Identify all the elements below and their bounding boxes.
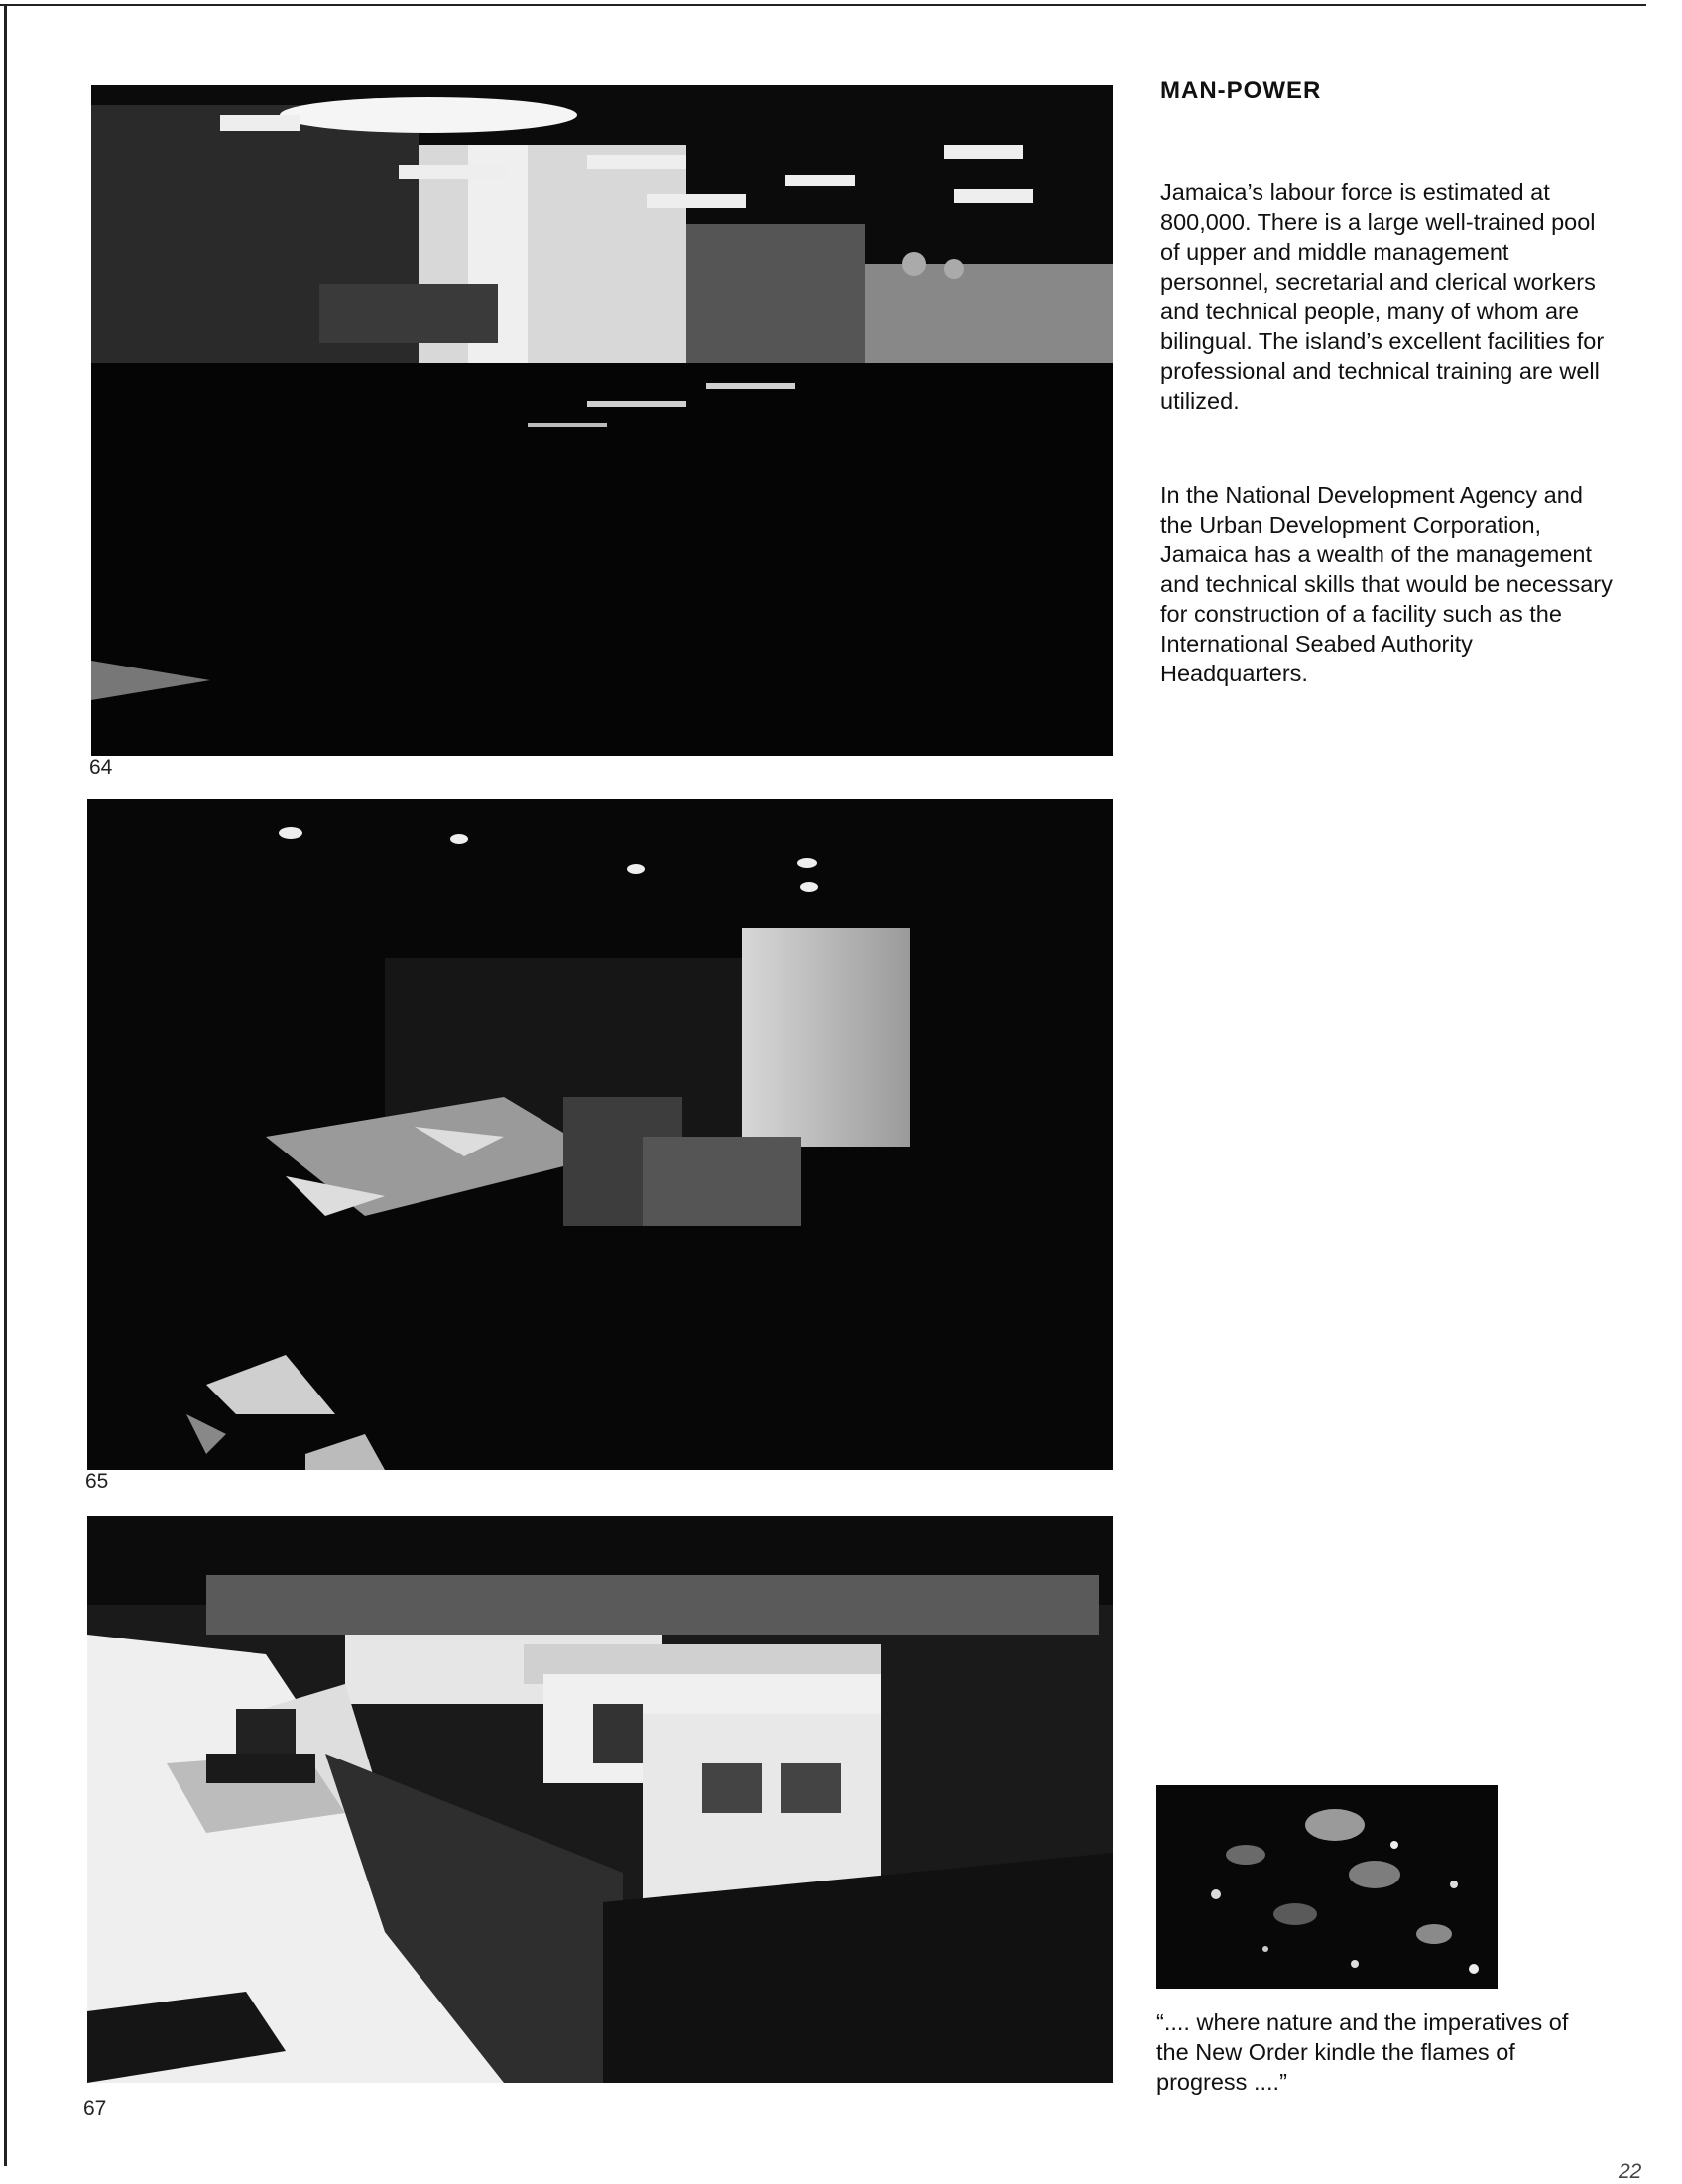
left-border-rule: [4, 4, 7, 2166]
figure-number-67: 67: [83, 2097, 107, 2120]
figure-number-65: 65: [85, 1470, 109, 1493]
figure-number-64: 64: [89, 756, 113, 779]
paragraph-labour-force: Jamaica’s labour force is estimated at 800,000. There is a large well-trained pool of upper and middle management personnel, secretarial and clerical workers and technical people, many of whom are bilingual. The island’s excellent facilities for professional and technical training are well utilized.: [1160, 180, 1605, 414]
photo-conference-room: [87, 799, 1113, 1470]
section-title: MAN-POWER: [1160, 77, 1322, 104]
page-number: 22: [1619, 2160, 1642, 2183]
photo-flames-inset: [1156, 1785, 1498, 1989]
photo-office-interior: [91, 85, 1113, 756]
top-border-rule: [0, 4, 1646, 6]
inset-caption: “.... where nature and the imperatives of the New Order kindle the flames of progress ....”: [1156, 2009, 1569, 2095]
paragraph-development-agencies: In the National Development Agency and the Urban Development Corporation, Jamaica has a wealth of the management and technical skills that would be necessary for construction of a facility such as the International Seabed Authority Headquarters.: [1160, 482, 1613, 686]
photo-construction-site: [87, 1516, 1113, 2083]
